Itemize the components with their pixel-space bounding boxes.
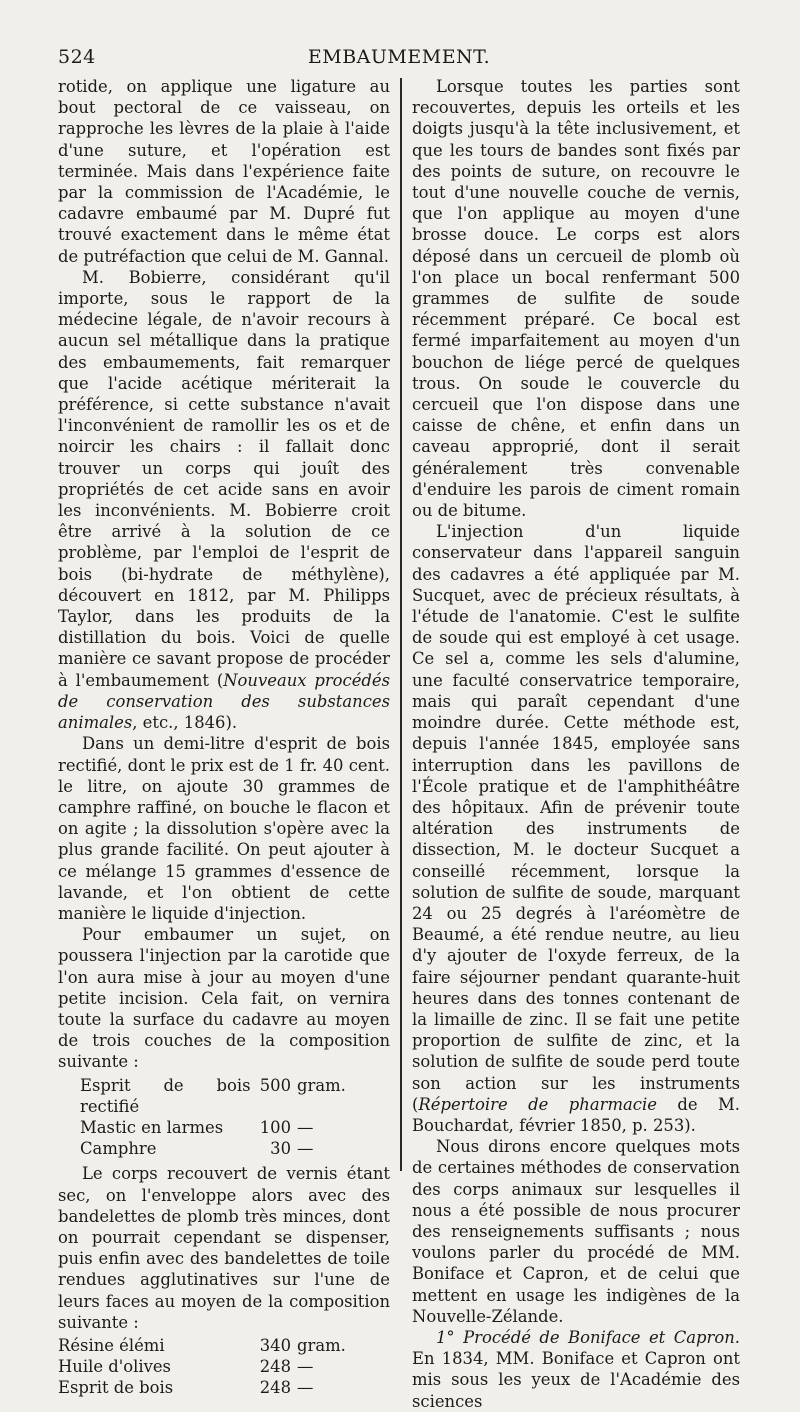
ingredient-name: Résine élémi: [58, 1335, 165, 1355]
ingredient-table: [58, 1075, 390, 1160]
table-row: [58, 1377, 390, 1398]
paragraph: rotide, on applique une ligature au bout pectoral de ce vaisseau, on rapproche les lèvres de la plaie à l'aide d'une suture, et l'opération est terminée. Mais dans l'expérience faite par la commission de l'Académie, le cadavre embaumé par M. Dupré fut trouvé exactement dans le même état de putréfaction que celui de M. Gannal.: [58, 77, 390, 266]
ingredient-unit: —: [297, 1378, 314, 1398]
running-title: EMBAUMEMENT.: [307, 46, 491, 68]
ingredient-quantity: 30: [270, 1139, 292, 1159]
ingredient-quantity: 100: [259, 1117, 292, 1137]
paragraph-text: L'injection d'un liquide conservateur dans l'appareil sanguin des cadavres a été appliquée par M. Sucquet, avec de précieux résultats, à l'étude de l'anatomie. C'est le sulfite de soude qui est employé à cet usage. Ce sel a, comme les sels d'alumine, une faculté conservatrice temporaire, mais qui paraît cependant d'une moindre durée. Cette méthode est, depuis l'année 1845, employée sans interruption dans les pavillons de l'École pratique et de l'amphithéâtre des hôpitaux. Afin de prévenir toute altération des instruments de dissection, M. le docteur Sucquet a conseillé récemment, lorsque la solution de sulfite de soude, marquant 24 ou 25 degrés à l'aréomètre de Beaumé, a été rendue neutre, au lieu d'y ajouter de l'oxyde ferreux, de la faire séjourner pendant quarante-huit heures dans des tonnes contenant de la limaille de zinc. Il se fait une petite proportion de sulfite de zinc, et la solution de sulfite de soude perd toute son action sur les instruments (: [412, 522, 740, 1114]
column-divider: [400, 78, 402, 1171]
paragraph: [412, 1327, 740, 1412]
section-heading: 1° Procédé de Boniface et Capron.: [436, 1327, 740, 1347]
citation: Répertoire de pharmacie: [418, 1094, 657, 1114]
page-header: [58, 46, 740, 76]
ingredient-unit: —: [297, 1117, 314, 1137]
page-number: 524: [58, 46, 96, 68]
paragraph-text: , etc., 1846).: [132, 713, 238, 733]
right-column: [412, 76, 740, 1412]
table-row: [58, 1335, 390, 1356]
ingredient-name: Huile d'olives: [58, 1357, 171, 1377]
paragraph-text: En 1834, MM. Boniface et Capron ont mis sous les yeux de l'Académie des sciences: [412, 1349, 740, 1411]
left-column: [58, 76, 390, 1403]
table-row: [58, 1075, 390, 1117]
paragraph: Le corps recouvert de vernis étant sec, on l'enveloppe alors avec des bandelettes de plomb très minces, dont on pourrait cependant se dispenser, puis enfin avec des bandelettes de toile rendues agglutinatives sur l'une de leurs faces au moyen de la composition suivante :: [58, 1164, 390, 1332]
paragraph: [58, 267, 390, 733]
paragraph: Nous dirons encore quelques mots de certaines méthodes de conservation des corps animaux sur lesquelles il nous a été possible de nous procurer des renseignements suffisants ; nous voulons parler du procédé de MM. Boniface et Capron, et de celui que mettent en usage les indigènes de la Nouvelle-Zélande.: [412, 1137, 740, 1326]
table-row: [58, 1117, 390, 1138]
ingredient-quantity: 248: [259, 1378, 292, 1398]
ingredient-name: Esprit de bois: [58, 1378, 174, 1398]
ingredient-quantity: 248: [259, 1357, 292, 1377]
ingredient-name: Mastic en larmes: [80, 1117, 224, 1137]
paragraph: Lorsque toutes les parties sont recouvertes, depuis les orteils et les doigts jusqu'à la tête inclusivement, et que les tours de bandes sont fixés par des points de suture, on recouvre le tout d'une nouvelle couche de vernis, que l'on applique au moyen d'une brosse douce. Le corps est alors déposé dans un cercueil de plomb où l'on place un bocal renfermant 500 grammes de sulfite de soude récemment préparé. Ce bocal est fermé imparfaitement au moyen d'un bouchon de liége percé de quelques trous. On soude le couvercle du cercueil que l'on dispose dans une caisse de chêne, et enfin dans un caveau approprié, dont il serait généralement très convenable d'enduire les parois de ciment romain ou de bitume.: [412, 77, 740, 521]
ingredient-table: [58, 1335, 390, 1399]
paragraph: Dans un demi-litre d'esprit de bois rectifié, dont le prix est de 1 fr. 40 cent. le litre, on ajoute 30 grammes de camphre raffiné, on bouche le flacon et on agite ; la dissolution s'opère avec la plus grande facilité. On peut ajouter à ce mélange 15 grammes d'essence de lavande, et l'on obtient de cette manière le liquide d'injection.: [58, 734, 390, 923]
table-row: [58, 1356, 390, 1377]
paragraph-text: M. Bobierre, considérant qu'il importe, sous le rapport de la médecine légale, de n'avoir recours à aucun sel métallique dans la pratique des embaumements, fait remarquer que l'acide acétique mériterait la préférence, si cette substance n'avait l'inconvénient de ramollir les os et de noircir les chairs : il fallait donc trouver un corps qui jouît des propriétés de cet acide sans en avoir les inconvénients. M. Bobierre croit être arrivé à la solution de ce problème, par l'emploi de l'esprit de bois (bi-hydrate de méthylène), découvert en 1812, par M. Philipps Taylor, dans les produits de la distillation du bois. Voici de quelle manière ce savant propose de procéder à l'embaumement (: [58, 267, 390, 690]
ingredient-unit: gram.: [297, 1335, 346, 1355]
ingredient-quantity: 500: [259, 1075, 292, 1095]
paragraph: Pour embaumer un sujet, on poussera l'injection par la carotide que l'on aura mise à jour au moyen d'une petite incision. Cela fait, on vernira toute la surface du cadavre au moyen de trois couches de la composition suivante :: [58, 925, 390, 1072]
ingredient-quantity: 340: [259, 1335, 292, 1355]
ingredient-name: Camphre: [80, 1139, 157, 1159]
ingredient-unit: —: [297, 1357, 314, 1377]
paragraph-text: de M. Bouchardat, février 1850, p. 253).: [412, 1094, 740, 1135]
ingredient-name: Esprit de bois rectifié: [80, 1075, 251, 1116]
paragraph: [412, 521, 740, 1136]
citation: Nouveaux procédés de conservation des substances animales: [58, 670, 390, 733]
table-row: [58, 1138, 390, 1159]
ingredient-unit: —: [297, 1139, 314, 1159]
ingredient-unit: gram.: [297, 1075, 346, 1095]
